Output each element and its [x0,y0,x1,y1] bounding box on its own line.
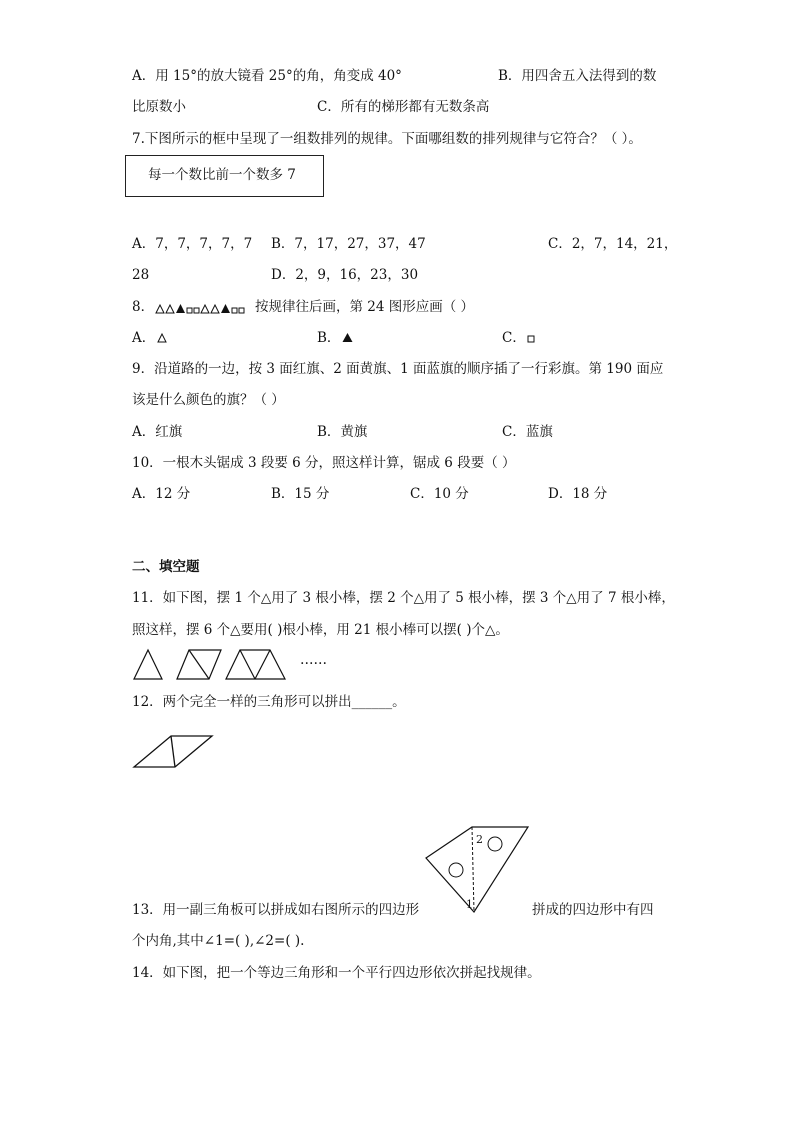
q9-option-c: C．蓝旗 [502,424,553,440]
q7-rule-text: 每一个数比前一个数多 7 [148,167,296,183]
q13-line1-part2: 拼成的四边形中有四 [532,902,654,918]
outline-triangle-icon [166,305,174,313]
outline-triangle-icon [157,333,167,343]
q6-option-a: A．用 15°的放大镜看 25°的角，角变成 40° [132,68,402,84]
q8-option-a: A． [132,330,156,346]
outline-triangle-icon [156,305,164,313]
q10-option-a: A．12 分 [132,486,191,502]
q10-option-c: C．10 分 [410,486,469,502]
q9-option-a: A．红旗 [132,424,183,440]
square-icon [187,308,192,313]
square-icon [232,308,237,313]
q13-line2: 个内角,其中∠1=( ),∠2=( ). [132,933,305,949]
q11-ellipsis: …… [300,652,327,668]
q11-line2: 照这样，摆 6 个△要用( )根小棒，用 21 根小棒可以摆( )个△。 [132,622,509,638]
q8-shape-sequence [155,302,255,316]
q13-quadrilateral-figure [424,826,530,916]
q7-option-c-continued: 28 [132,267,150,283]
q10-option-d: D．18 分 [548,486,608,502]
q7-option-b: B．7，17，27，37，47 [271,236,426,252]
q7-question: 7.下图所示的框中呈现了一组数排列的规律。下面哪组数的排列规律与它符合？（ ）。 [132,131,642,147]
square-icon [527,335,535,343]
square-icon [194,308,199,313]
q11-line1: 11．如下图，摆 1 个△用了 3 根小棒，摆 2 个△用了 5 根小棒，摆 3 个△用了 7 根小棒， [132,590,675,606]
square-icon [239,308,244,313]
q6-option-b-continued: 比原数小 [132,99,186,115]
outline-triangle-icon [201,305,209,313]
q9-question-line1: 9．沿道路的一边，按 3 面红旗、2 面黄旗、1 面蓝旗的顺序插了一行彩旗。第 190 面应 [132,361,664,377]
q7-option-c: C．2，7，14，21， [548,236,678,252]
q13-line1-part1: 13．用一副三角板可以拼成如右图所示的四边形 [132,902,420,918]
q7-option-d: D．2，9，16，23，30 [271,267,419,283]
q10-option-b: B．15 分 [271,486,330,502]
section-title: 二、填空题 [132,559,200,575]
q12-parallelogram-figure [133,735,215,769]
q8-question-suffix: 按规律往后画，第 24 图形应画（ ） [255,299,475,315]
angle-1-label: 1 [466,898,473,911]
filled-triangle-icon [221,304,230,313]
q8-option-b: B． [317,330,341,346]
q14-question: 14．如下图，把一个等边三角形和一个平行四边形依次拼起找规律。 [132,965,541,981]
filled-triangle-icon [342,332,353,343]
q9-option-b: B．黄旗 [317,424,368,440]
q6-option-b: B．用四舍五入法得到的数 [498,68,657,84]
q9-question-line2: 该是什么颜色的旗？（ ） [132,392,285,408]
q8-option-c: C． [502,330,526,346]
q12-question: 12．两个完全一样的三角形可以拼出______。 [132,694,406,710]
q8-question-prefix: 8． [132,299,155,315]
outline-triangle-icon [211,305,219,313]
angle-2-label: 2 [476,833,483,846]
q6-option-c: C．所有的梯形都有无数条高 [317,99,490,115]
q7-option-a: A．7，7，7，7，7 [132,236,253,252]
filled-triangle-icon [176,304,185,313]
q11-triangle-figures [133,648,293,682]
q10-question: 10．一根木头锯成 3 段要 6 分，照这样计算，锯成 6 段要（ ） [132,455,516,471]
